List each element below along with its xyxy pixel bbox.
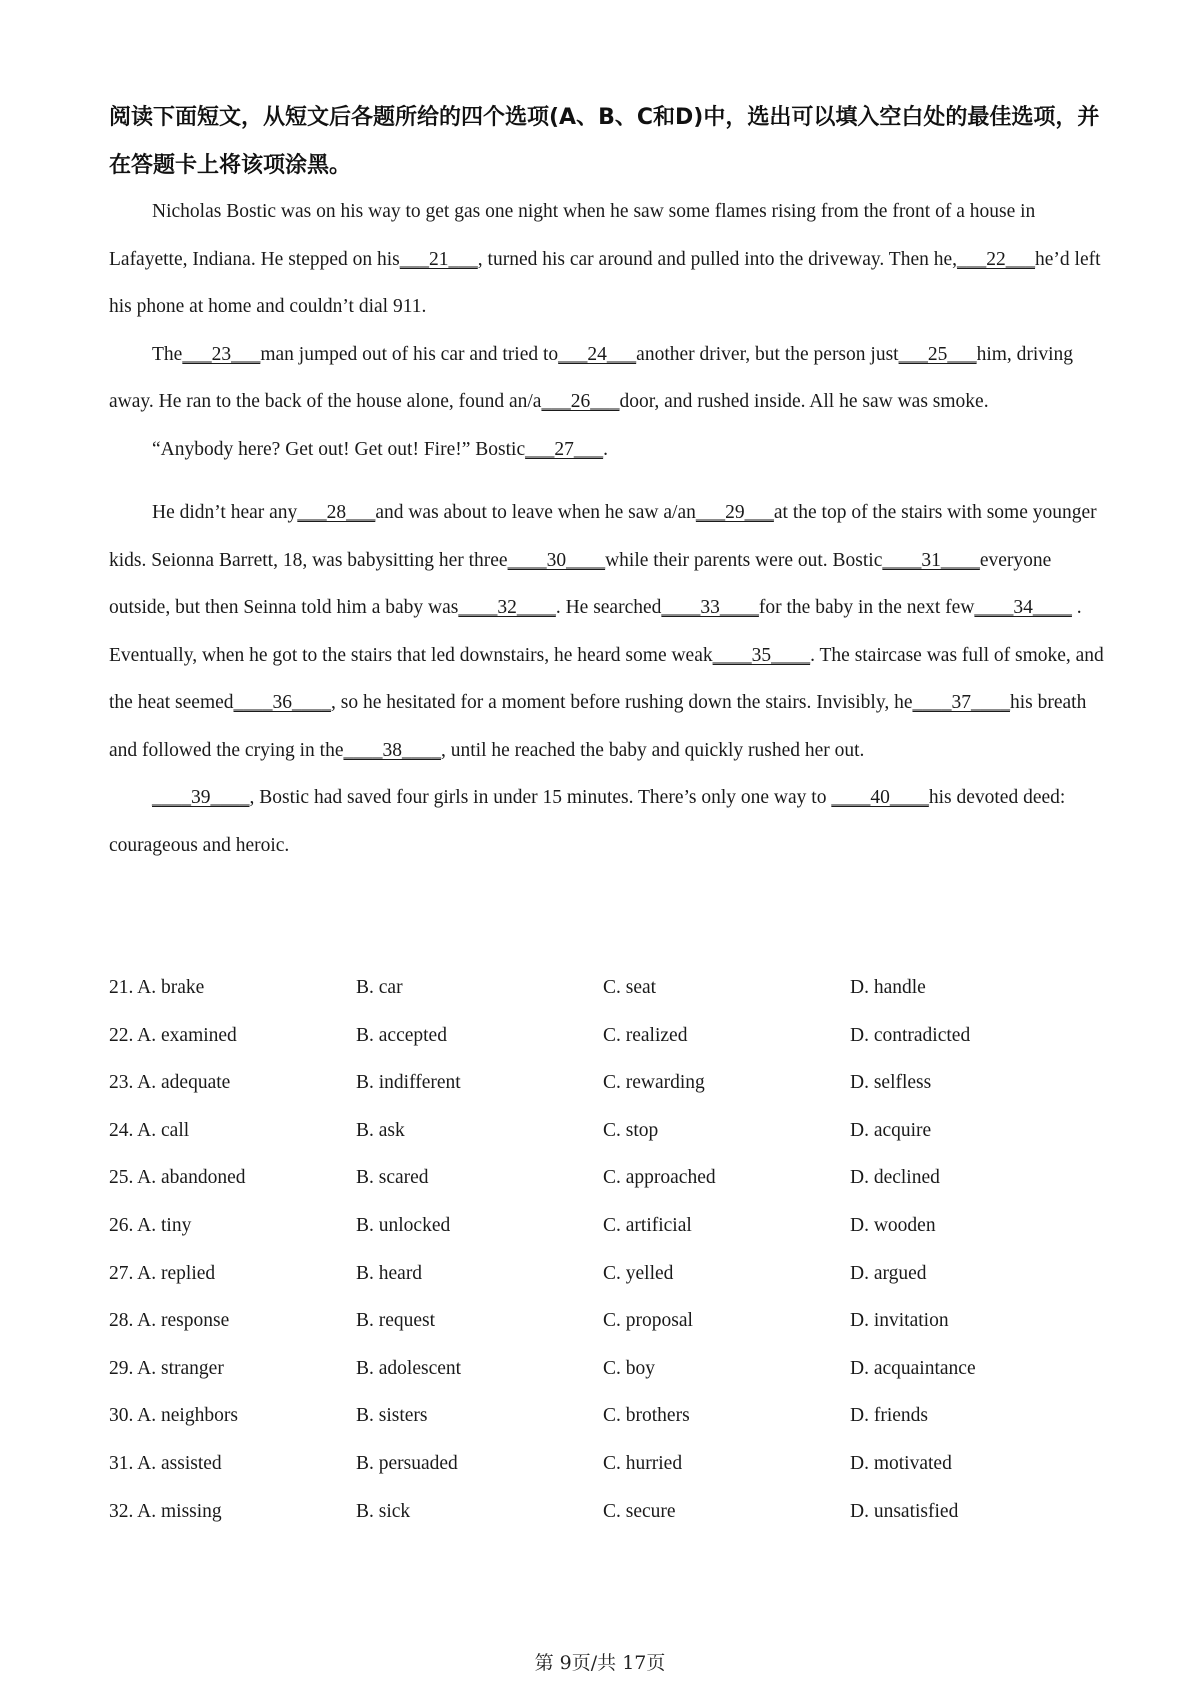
passage-text: everyone outside, but then Seinna told him a baby was — [109, 549, 1052, 618]
option-b: B. adolescent — [356, 1357, 462, 1379]
blank-36: ____36____ — [233, 692, 332, 713]
blank-28: ___28___ — [297, 502, 376, 523]
page-number: 第 9页/共 17页 — [534, 1652, 666, 1674]
blank-21: ___21___ — [399, 248, 478, 270]
question-row-28 — [109, 1297, 1109, 1345]
passage-text: He didn’t hear any — [152, 502, 298, 523]
option-c: C. secure — [603, 1500, 676, 1522]
option-d: D. contradicted — [850, 1024, 971, 1046]
blank-22: ___22___ — [957, 248, 1036, 270]
option-b: B. car — [356, 977, 403, 998]
passage-text: another driver, but the person just — [636, 343, 899, 365]
passage-text: , so he hesitated for a moment before rushing down the stairs. Invisibly, he — [331, 692, 913, 713]
option-a: 31. A. assisted — [109, 1452, 222, 1474]
answer-options — [109, 964, 1109, 1535]
question-row-31 — [109, 1440, 1109, 1488]
passage-text: his breath and followed the crying in the — [109, 692, 1087, 761]
option-d: D. invitation — [850, 1310, 949, 1332]
blank-27: ___27___ — [525, 438, 604, 460]
blank-38: ____38____ — [343, 739, 441, 761]
option-d: D. wooden — [850, 1214, 936, 1236]
passage-text: door, and rushed inside. All he saw was smoke. — [619, 391, 989, 412]
passage-text: man jumped out of his car and tried to — [260, 343, 559, 365]
question-row-29 — [109, 1345, 1109, 1393]
option-b: B. indifferent — [356, 1072, 461, 1094]
option-a: 25. A. abandoned — [109, 1167, 246, 1189]
option-b: B. request — [356, 1310, 436, 1332]
option-b: B. sick — [356, 1500, 411, 1522]
passage-text: his devoted deed: courageous and heroic. — [109, 787, 1066, 856]
passage-text: he’d left his phone at home and couldn’t dial 911. — [109, 248, 1101, 317]
paragraph-gap — [109, 473, 1109, 489]
option-a: 24. A. call — [109, 1119, 190, 1141]
question-row-24 — [109, 1107, 1109, 1155]
blank-39: ____39____ — [152, 787, 250, 808]
blank-34: ____34____ — [974, 597, 1072, 618]
blank-33: ____33____ — [661, 597, 759, 618]
blank-29: ___29___ — [695, 502, 774, 523]
option-a: 22. A. examined — [109, 1024, 237, 1046]
instruction-heading: 阅读下面短文，从短文后各题所给的四个选项(A、B、C和D)中，选出可以填入空白处的最佳选项，并在答题卡上将该项涂黑。 — [109, 105, 1100, 178]
option-c: C. artificial — [603, 1214, 692, 1236]
option-d: D. acquaintance — [850, 1357, 976, 1379]
blank-26: ___26___ — [541, 391, 620, 412]
blank-30: ____30____ — [507, 549, 606, 571]
passage-text: . Eventually, when he got to the stairs that led downstairs, he heard some weak — [109, 597, 1082, 666]
blank-25: ___25___ — [898, 343, 977, 365]
option-d: D. argued — [850, 1262, 927, 1284]
passage-text: , turned his car around and pulled into the driveway. Then he, — [477, 248, 958, 270]
option-c: C. rewarding — [603, 1072, 705, 1094]
option-c: C. yelled — [603, 1262, 674, 1284]
passage-text: and was about to leave when he saw a/an — [375, 502, 696, 523]
blank-40: ____40____ — [831, 787, 929, 808]
option-d: D. acquire — [850, 1119, 932, 1141]
question-row-22 — [109, 1012, 1109, 1060]
option-a: 32. A. missing — [109, 1500, 222, 1522]
passage-text: “Anybody here? Get out! Get out! Fire!” Bostic — [152, 438, 526, 460]
blank-31: ____31____ — [882, 549, 980, 571]
option-a: 26. A. tiny — [109, 1214, 192, 1236]
option-a: 29. A. stranger — [109, 1357, 224, 1379]
passage-paragraph-2 — [109, 331, 1109, 426]
passage-text: while their parents were out. Bostic — [605, 549, 883, 571]
passage-text: Nicholas Bostic was on his way to get gas one night when he saw some flames rising from the front of a house in Lafayette, Indiana. He stepped on his — [109, 201, 1036, 270]
passage-text: . The staircase was full of smoke, and the heat seemed — [109, 644, 1104, 713]
passage-text: The — [152, 343, 183, 365]
option-d: D. declined — [850, 1167, 940, 1189]
option-b: B. ask — [356, 1119, 405, 1141]
question-row-26 — [109, 1202, 1109, 1250]
passage-text: for the baby in the next few — [758, 597, 975, 618]
blank-35: ____35____ — [712, 644, 811, 666]
option-d: D. unsatisfied — [850, 1500, 959, 1522]
option-a: 27. A. replied — [109, 1262, 216, 1284]
passage-paragraph-4 — [109, 489, 1109, 774]
option-d: D. motivated — [850, 1452, 952, 1474]
question-row-27 — [109, 1250, 1109, 1298]
option-a: 28. A. response — [109, 1310, 230, 1332]
blank-32: ____32____ — [458, 597, 556, 618]
option-d: D. handle — [850, 977, 926, 998]
blank-24: ___24___ — [558, 343, 637, 365]
option-c: C. proposal — [603, 1310, 693, 1332]
question-row-32 — [109, 1488, 1109, 1536]
question-row-30 — [109, 1392, 1109, 1440]
option-d: D. selfless — [850, 1072, 932, 1094]
passage-paragraph-5 — [109, 774, 1109, 869]
passage-paragraph-1 — [109, 188, 1109, 331]
cloze-passage — [109, 188, 1109, 869]
question-row-25 — [109, 1154, 1109, 1202]
option-a: 23. A. adequate — [109, 1072, 231, 1094]
question-row-21 — [109, 964, 1109, 1012]
option-c: C. hurried — [603, 1452, 683, 1474]
option-b: B. unlocked — [356, 1214, 451, 1236]
passage-text: him, driving away. He ran to the back of the house alone, found an/a — [109, 343, 1073, 412]
option-d: D. friends — [850, 1405, 928, 1427]
passage-text: , until he reached the baby and quickly rushed her out. — [440, 739, 865, 761]
question-row-23 — [109, 1059, 1109, 1107]
passage-text: at the top of the stairs with some younger kids. Seionna Barrett, 18, was babysitting her three — [109, 502, 1097, 571]
option-b: B. heard — [356, 1262, 423, 1284]
blank-37: ____37____ — [912, 692, 1010, 713]
option-c: C. approached — [603, 1167, 716, 1189]
option-b: B. sisters — [356, 1405, 428, 1427]
option-b: B. persuaded — [356, 1452, 458, 1474]
option-b: B. accepted — [356, 1024, 447, 1046]
passage-text: , Bostic had saved four girls in under 15 minutes. There’s only one way to — [249, 787, 832, 808]
option-c: C. realized — [603, 1024, 688, 1046]
option-b: B. scared — [356, 1167, 429, 1189]
passage-text: . He searched — [555, 597, 662, 618]
option-c: C. brothers — [603, 1405, 690, 1427]
passage-text: . — [603, 438, 608, 460]
option-c: C. stop — [603, 1119, 659, 1141]
option-a: 30. A. neighbors — [109, 1405, 238, 1427]
option-c: C. boy — [603, 1357, 656, 1379]
passage-paragraph-3 — [109, 426, 1109, 474]
blank-23: ___23___ — [182, 343, 261, 365]
option-c: C. seat — [603, 977, 657, 998]
option-a: 21. A. brake — [109, 977, 205, 998]
